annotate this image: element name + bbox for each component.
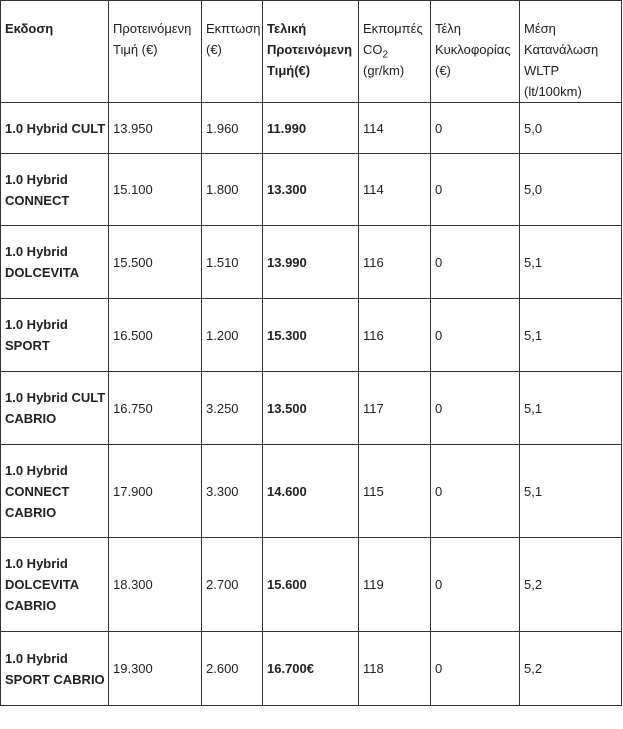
cell-road-tax: 0	[431, 103, 520, 154]
cell-version	[1, 538, 109, 632]
cell-road-tax: 0	[431, 226, 520, 299]
cell-suggested-price: 16.500	[109, 299, 202, 372]
version-line: 1.0 Hybrid	[5, 556, 68, 571]
cell-co2-emissions: 116	[359, 226, 431, 299]
header-consumption: Μέση Κατανάλωση WLTP (lt/100km)	[520, 1, 622, 103]
version-line: DOLCEVITA	[5, 265, 80, 280]
cell-suggested-price: 19.300	[109, 632, 202, 706]
cell-suggested-price: 15.100	[109, 154, 202, 226]
cell-co2-emissions: 119	[359, 538, 431, 632]
cell-discount: 3.300	[202, 445, 263, 538]
table-row	[1, 445, 622, 538]
version-line: SPORT	[5, 338, 50, 353]
cell-consumption: 5,0	[520, 154, 622, 226]
cell-co2-emissions: 118	[359, 632, 431, 706]
table-row	[1, 154, 622, 226]
cell-co2-emissions: 117	[359, 372, 431, 445]
cell-final-price: 13.990	[263, 226, 359, 299]
version-line: 1.0 Hybrid	[5, 317, 68, 332]
header-suggested-price: Προτεινόμενη Τιμή (€)	[109, 1, 202, 103]
cell-version	[1, 103, 109, 154]
cell-final-price: 13.300	[263, 154, 359, 226]
cell-final-price: 13.500	[263, 372, 359, 445]
table-row	[1, 372, 622, 445]
cell-discount: 1.960	[202, 103, 263, 154]
cell-version	[1, 154, 109, 226]
cell-road-tax: 0	[431, 154, 520, 226]
version-line: 1.0 Hybrid CULT	[5, 120, 106, 136]
cell-road-tax: 0	[431, 632, 520, 706]
cell-consumption: 5,2	[520, 632, 622, 706]
header-version: Εκδοση	[1, 1, 109, 103]
version-line: CABRIO	[5, 504, 57, 520]
version-line: SPORT CABRIO	[5, 671, 105, 687]
table-row	[1, 538, 622, 632]
cell-suggested-price: 15.500	[109, 226, 202, 299]
cell-final-price: 16.700€	[263, 632, 359, 706]
cell-version	[1, 372, 109, 445]
cell-discount: 1.200	[202, 299, 263, 372]
version-line: 1.0 Hybrid	[5, 462, 68, 478]
table-row	[1, 632, 622, 706]
cell-version	[1, 445, 109, 538]
cell-consumption: 5,1	[520, 445, 622, 538]
cell-suggested-price: 17.900	[109, 445, 202, 538]
cell-suggested-price: 16.750	[109, 372, 202, 445]
cell-discount: 3.250	[202, 372, 263, 445]
cell-consumption: 5,1	[520, 372, 622, 445]
header-emissions: Εκπομπές $CO_2$ (gr/km)	[359, 1, 431, 103]
cell-co2-emissions: 114	[359, 154, 431, 226]
cell-suggested-price: 13.950	[109, 103, 202, 154]
cell-co2-emissions: 116	[359, 299, 431, 372]
cell-consumption: 5,2	[520, 538, 622, 632]
cell-road-tax: 0	[431, 445, 520, 538]
header-final-price: Τελική Προτεινόμενη Τιμή(€)	[263, 1, 359, 103]
header-row	[1, 1, 622, 103]
table-row	[1, 299, 622, 372]
header-road-tax: Τέλη Κυκλοφορίας (€)	[431, 1, 520, 103]
version-line: 1.0 Hybrid	[5, 650, 68, 666]
cell-version	[1, 226, 109, 299]
version-line: 1.0 Hybrid	[5, 244, 68, 259]
version-line: 1.0 Hybrid CULT	[5, 390, 106, 405]
cell-final-price: 15.300	[263, 299, 359, 372]
cell-discount: 1.510	[202, 226, 263, 299]
cell-consumption: 5,1	[520, 226, 622, 299]
cell-version	[1, 299, 109, 372]
cell-consumption: 5,1	[520, 299, 622, 372]
cell-co2-emissions: 115	[359, 445, 431, 538]
cell-final-price: 14.600	[263, 445, 359, 538]
cell-discount: 2.700	[202, 538, 263, 632]
cell-road-tax: 0	[431, 299, 520, 372]
cell-final-price: 15.600	[263, 538, 359, 632]
version-line: CABRIO	[5, 411, 57, 426]
cell-road-tax: 0	[431, 372, 520, 445]
cell-discount: 2.600	[202, 632, 263, 706]
version-line: CABRIO	[5, 598, 57, 613]
version-line: DOLCEVITA	[5, 577, 80, 592]
table-row	[1, 226, 622, 299]
cell-suggested-price: 18.300	[109, 538, 202, 632]
cell-consumption: 5,0	[520, 103, 622, 154]
table-row	[1, 103, 622, 154]
cell-version	[1, 632, 109, 706]
cell-road-tax: 0	[431, 538, 520, 632]
cell-discount: 1.800	[202, 154, 263, 226]
version-line: 1.0 Hybrid	[5, 171, 68, 187]
cell-final-price: 11.990	[263, 103, 359, 154]
version-line: CONNECT	[5, 192, 70, 208]
version-line: CONNECT	[5, 483, 70, 499]
header-discount: Εκπτωση (€)	[202, 1, 263, 103]
cell-co2-emissions: 114	[359, 103, 431, 154]
